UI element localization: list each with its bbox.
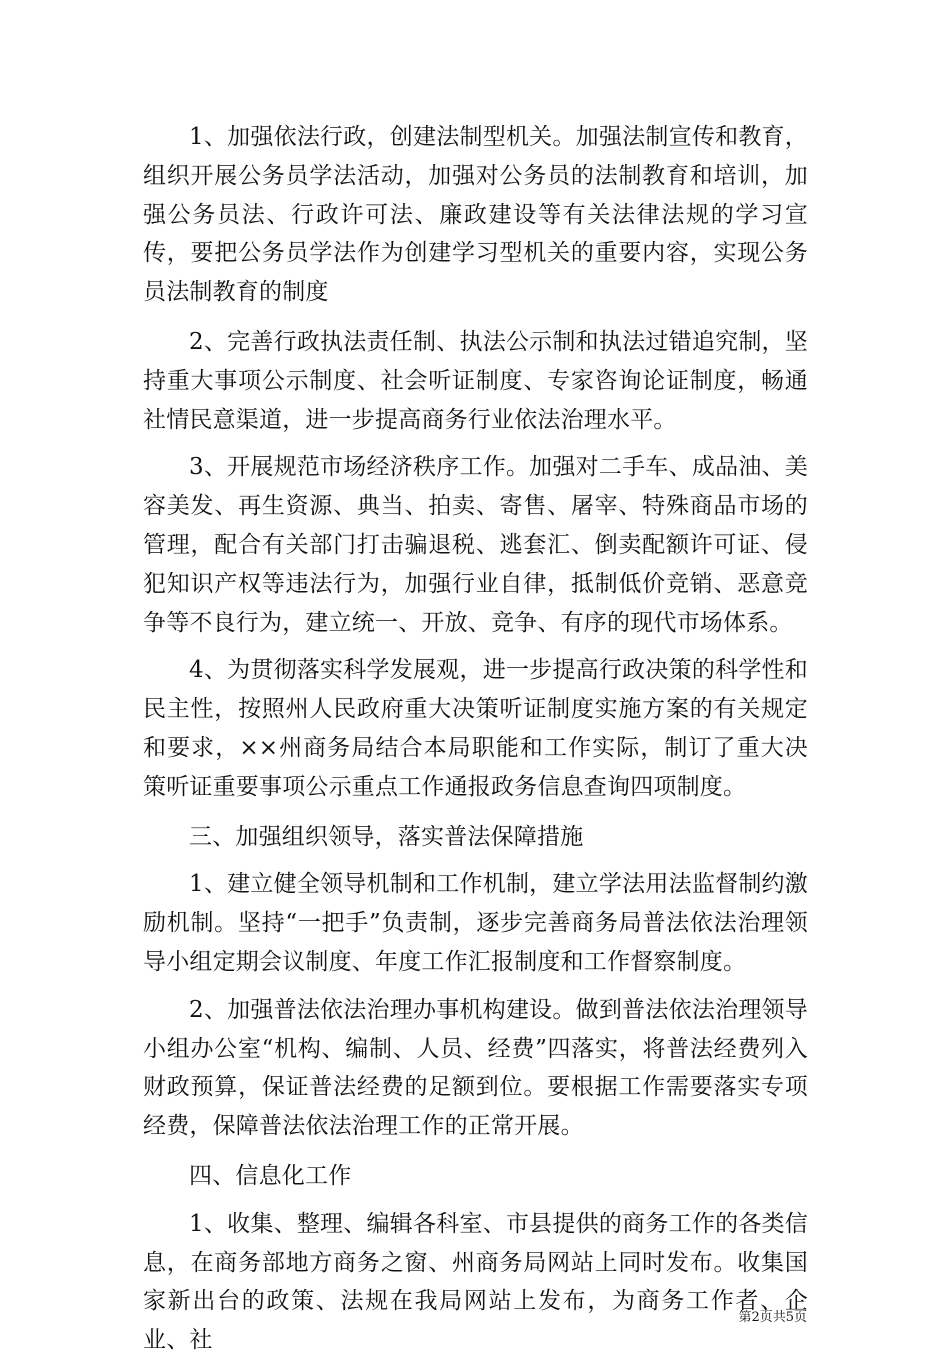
paragraph-item-3: 3、开展规范市场经济秩序工作。加强对二手车、成品油、美容美发、再生资源、典当、拍卖、寄售、屠宰、特殊商品市场的管理，配合有关部门打击骗退税、逃套汇、倒卖配额许可证、侵犯知识产权等违法行为，加强行业自律，抵制低价竞销、恶意竞争等不良行为，建立统一、开放、竞争、有序的现代市场体系。 <box>143 454 808 636</box>
document-body <box>143 118 808 1360</box>
section-heading-3: 三、加强组织领导，落实普法保障措施 <box>189 823 584 850</box>
paragraph-item-4: 4、为贯彻落实科学发展观，进一步提高行政决策的科学性和民主性，按照州人民政府重大决策听证制度实施方案的有关规定和要求，××州商务局结合本局职能和工作实际，制订了重大决策听证重要事项公示重点工作通报政务信息查询四项制度。 <box>143 657 808 800</box>
paragraph-item-5: 1、建立健全领导机制和工作机制，建立学法用法监督制约激励机制。坚持“一把手”负责制，逐步完善商务局普法依法治理领导小组定期会议制度、年度工作汇报制度和工作督察制度。 <box>143 871 808 975</box>
page-number: 第2页共5页 <box>738 1310 807 1325</box>
paragraph-item-6: 2、加强普法依法治理办事机构建设。做到普法依法治理领导小组办公室“机构、编制、人员、经费”四落实，将普法经费列入财政预算，保证普法经费的足额到位。要根据工作需要落实专项经费，保障普法依法治理工作的正常开展。 <box>143 996 808 1140</box>
paragraph-item-2: 2、完善行政执法责任制、执法公示制和执法过错追究制，坚持重大事项公示制度、社会听证制度、专家咨询论证制度，畅通社情民意渠道，进一步提高商务行业依法治理水平。 <box>143 328 808 433</box>
paragraph-item-7: 1、收集、整理、编辑各科室、市县提供的商务工作的各类信息，在商务部地方商务之窗、州商务局网站上同时发布。收集国家新出台的政策、法规在我局网站上发布，为商务工作者、企业、社 <box>143 1210 808 1354</box>
section-heading-4: 四、信息化工作 <box>189 1162 352 1189</box>
paragraph-item-1: 1、加强依法行政，创建法制型机关。加强法制宣传和教育，组织开展公务员学法活动，加强对公务员的法制教育和培训，加强公务员法、行政许可法、廉政建设等有关法律法规的学习宣传，要把公务员学法作为创建学习型机关的重要内容，实现公务员法制教育的制度 <box>143 124 808 306</box>
